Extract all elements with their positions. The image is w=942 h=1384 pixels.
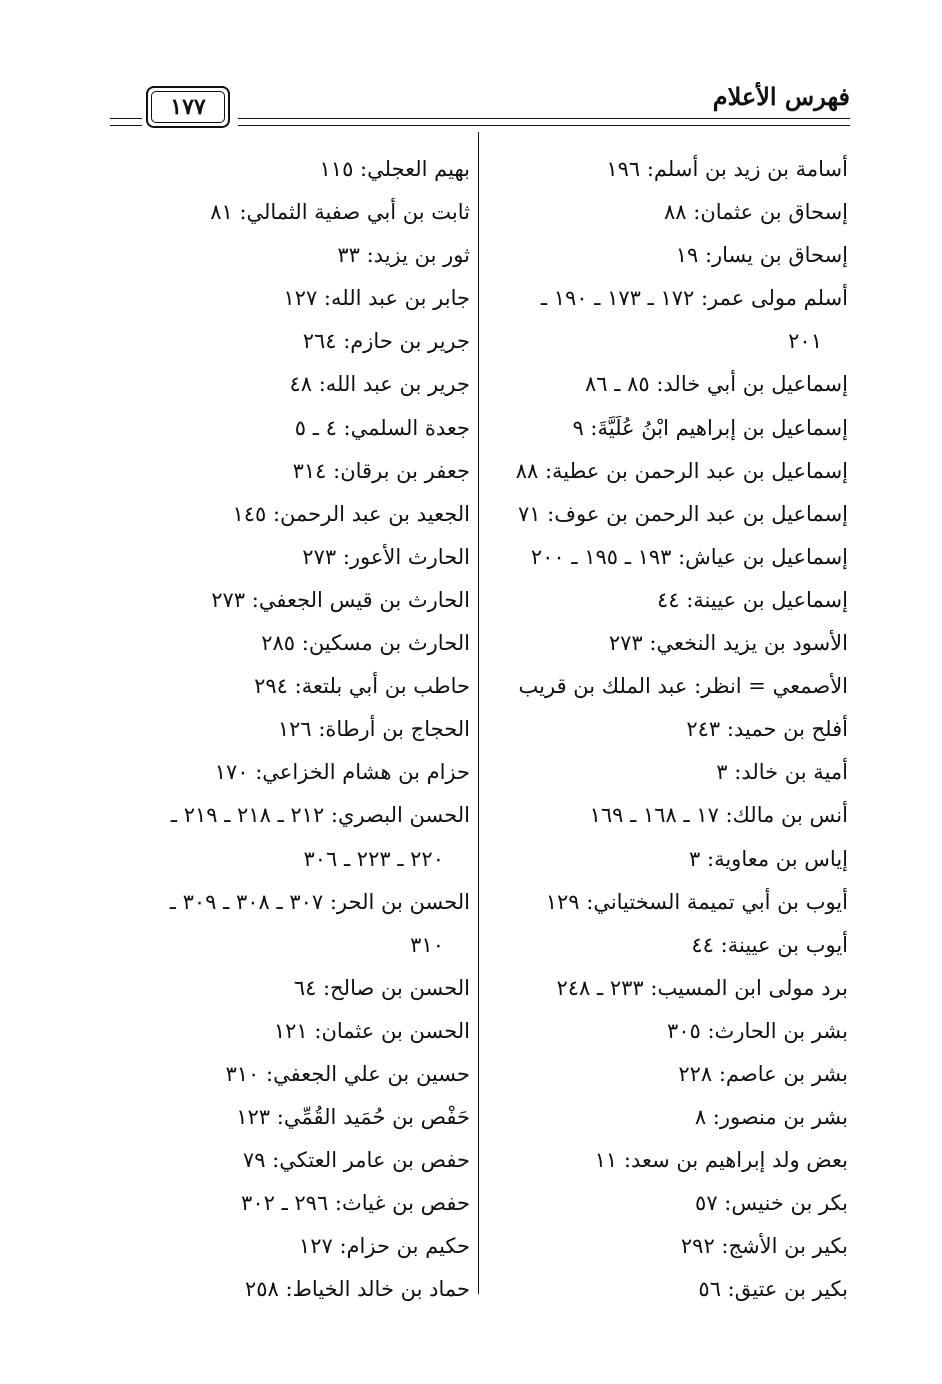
index-entry: بشر بن الحارث: ٣٠٥: [666, 1018, 848, 1043]
index-entry: إسماعيل بن عبد الرحمن بن عوف: ٧١: [517, 501, 848, 526]
running-title: فهرس الأعلام: [712, 82, 850, 111]
column-divider: [478, 132, 479, 1294]
index-entry: حزام بن هشام الخزاعي: ١٧٠: [214, 760, 470, 785]
index-entry: أسامة بن زيد بن أسلم: ١٩٦: [606, 157, 848, 181]
index-entry: بكير بن عتيق: ٥٦: [698, 1277, 848, 1302]
index-entry: الحسن بن صالح: ٦٤: [293, 975, 470, 1000]
index-entry: جعدة السلمي: ٤ ـ ٥: [294, 415, 470, 440]
index-entry: بكر بن خنيس: ٥٧: [695, 1191, 848, 1216]
index-entry: الحسن البصري: ٢١٢ ـ ٢١٨ ـ ٢١٩ ـ: [170, 803, 470, 828]
page-header: [110, 78, 850, 128]
index-entry: أمية بن خالد: ٣: [716, 760, 848, 785]
header-rule-right: [238, 118, 850, 126]
index-entry: ثور بن يزيد: ٣٣: [337, 243, 470, 268]
page-number: ١٧٧: [151, 91, 225, 123]
index-entry: بعض ولد إبراهيم بن سعد: ١١: [594, 1148, 848, 1173]
index-entry: الحسن بن عثمان: ١٢١: [273, 1018, 470, 1043]
index-entry: إسماعيل بن عيينة: ٤٤: [656, 587, 848, 612]
index-entry: أيوب بن أبي تميمة السختياني: ١٢٩: [545, 889, 848, 914]
index-entry: أيوب بن عيينة: ٤٤: [691, 932, 848, 957]
index-entry: جابر بن عبد الله: ١٢٧: [283, 286, 470, 311]
index-entry: ثابت بن أبي صفية الثمالي: ٨١: [210, 200, 470, 225]
index-entry: إسماعيل بن إبراهيم ابْنُ عُلَيَّةَ: ٩: [572, 415, 848, 440]
index-entry: إسحاق بن يسار: ١٩: [675, 243, 848, 268]
index-entry: أفلح بن حميد: ٢٤٣: [686, 717, 848, 742]
index-column-left: [108, 148, 470, 1312]
index-entry: إياس بن معاوية: ٣: [689, 846, 848, 871]
index-entry: بكير بن الأشج: ٢٩٢: [680, 1234, 848, 1259]
index-entry: إسماعيل بن عياش: ١٩٣ ـ ١٩٥ ـ ٢٠٠: [530, 544, 848, 569]
index-entry: الحارث بن قيس الجعفي: ٢٧٣: [211, 587, 470, 612]
index-entry: الأسود بن يزيد النخعي: ٢٧٣: [608, 631, 848, 656]
index-entry: بهيم العجلي: ١١٥: [319, 157, 470, 181]
index-entry: إسماعيل بن عبد الرحمن بن عطية: ٨٨: [515, 458, 848, 483]
index-entry: حفص بن عامر العتكي: ٧٩: [242, 1148, 470, 1173]
index-entry: جرير بن عبد الله: ٤٨: [289, 372, 470, 397]
index-entry: الجعيد بن عبد الرحمن: ١٤٥: [232, 501, 470, 526]
index-column-right: [486, 148, 848, 1312]
header-rule-left: [110, 118, 142, 126]
index-entry: أسلم مولى عمر: ١٧٢ ـ ١٧٣ ـ ١٩٠ ـ: [540, 286, 848, 311]
index-entry: الحارث الأعور: ٢٧٣: [302, 544, 470, 569]
index-entry: بشر بن منصور: ٨: [694, 1105, 848, 1130]
index-entry: حاطب بن أبي بلتعة: ٢٩٤: [254, 674, 470, 699]
index-entry: الحسن بن الحر: ٣٠٧ ـ ٣٠٨ ـ ٣٠٩ ـ: [169, 889, 470, 914]
index-entry: حكيم بن حزام: ١٢٧: [298, 1234, 470, 1259]
index-entry: أنس بن مالك: ١٧ ـ ١٦٨ ـ ١٦٩: [589, 803, 848, 828]
index-entry: حماد بن خالد الخياط: ٢٥٨: [244, 1277, 470, 1302]
index-entry: جرير بن حازم: ٢٦٤: [302, 329, 470, 354]
index-entry: إسحاق بن عثمان: ٨٨: [664, 200, 848, 225]
index-entry: برد مولى ابن المسيب: ٢٣٣ ـ ٢٤٨: [556, 975, 848, 1000]
index-entry: إسماعيل بن أبي خالد: ٨٥ ـ ٨٦: [585, 372, 848, 397]
index-entry-continuation: ٣١٠: [410, 932, 444, 957]
index-entry-continuation: ٢٠١: [788, 329, 822, 354]
index-entry: الحارث بن مسكين: ٢٨٥: [261, 631, 470, 656]
index-entry: بشر بن عاصم: ٢٢٨: [678, 1061, 848, 1086]
index-entry: جعفر بن برقان: ٣١٤: [292, 458, 470, 483]
index-entry: الأصمعي = انظر: عبد الملك بن قريب: [518, 674, 848, 699]
index-entry: حَفْص بن حُمَيد القُمِّي: ١٢٣: [236, 1105, 470, 1130]
page-number-box: [146, 86, 230, 128]
index-entry: حسين بن علي الجعفي: ٣١٠: [225, 1061, 470, 1086]
index-entry-continuation: ٢٢٠ ـ ٢٢٣ ـ ٣٠٦: [303, 846, 444, 871]
index-entry: حفص بن غياث: ٢٩٦ ـ ٣٠٢: [241, 1191, 470, 1216]
index-entry: الحجاج بن أرطاة: ١٢٦: [277, 717, 470, 742]
